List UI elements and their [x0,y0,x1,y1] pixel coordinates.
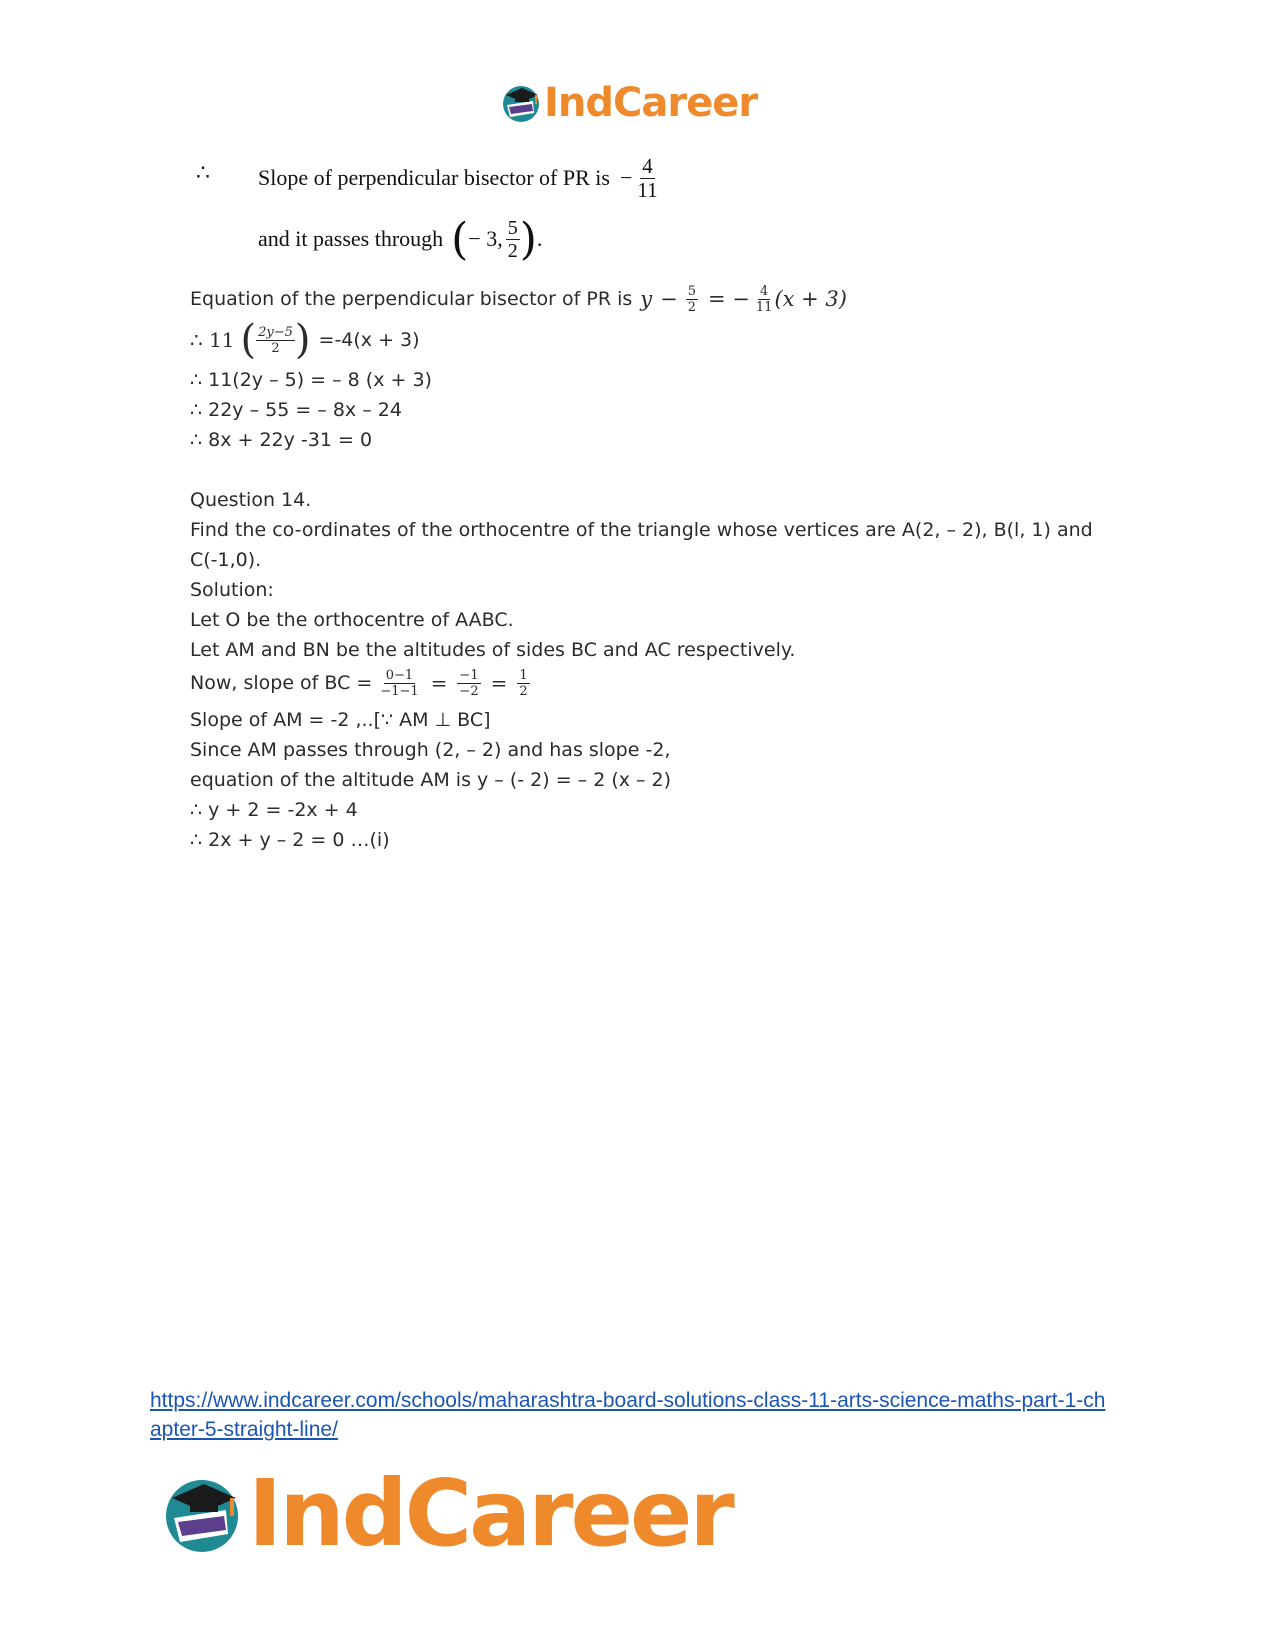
equation-fraction-1-den: 2 [687,299,697,315]
step-1 [190,318,420,362]
bc-fraction-2-num: −1 [459,667,479,683]
bc-fraction-3-den: 2 [519,683,528,699]
bc-fraction-1 [378,669,420,698]
step-1-fraction [256,326,295,355]
bc-fraction-3-num: 1 [519,667,528,683]
slope-bc-prefix: Now, slope of BC = [190,672,373,694]
bc-fraction-1-num: 0−1 [385,667,414,683]
graduation-cap-book-logo-icon [160,1472,244,1556]
after-line-4: ∴ y + 2 = -2x + 4 [190,799,358,821]
after-line-5: ∴ 2x + y – 2 = 0 …(i) [190,829,390,851]
equation-fraction-2 [754,285,775,314]
equation-y: y [640,287,653,311]
passes-statement [258,210,542,268]
point-x: − 3, [468,226,503,251]
bc-fraction-2 [457,669,480,698]
question-text-line-2: C(-1,0). [190,549,262,571]
equation-minus: − [660,287,678,311]
brand-name-large: IndCareer [248,1460,732,1567]
question-title: Question 14. [190,489,312,511]
step-1-denominator: 2 [271,340,280,356]
equation-equals: = − [708,287,750,311]
left-paren: ( [451,213,469,265]
right-paren: ) [519,213,537,265]
equation-fraction-1-num: 5 [687,283,697,299]
equation-fraction-2-num: 4 [760,283,769,299]
point-fraction [506,218,520,261]
slope-bc-line [190,664,530,702]
slope-fraction [635,153,659,202]
graduation-cap-book-logo-icon [500,83,542,123]
passes-text: and it passes through [258,226,444,251]
step-4: ∴ 8x + 22y -31 = 0 [190,429,373,451]
equation-tail: (x + 3) [774,287,847,311]
after-line-2: Since AM passes through (2, – 2) and has slope -2, [190,739,671,761]
point-denominator: 2 [507,239,518,262]
step-2: ∴ 11(2y – 5) = – 8 (x + 3) [190,369,432,391]
after-line-3: equation of the altitude AM is y – (- 2) = – 2 (x – 2) [190,769,672,791]
step-1-numerator: 2y−5 [258,324,293,340]
source-url-link[interactable]: https://www.indcareer.com/schools/maharashtra-board-solutions-class-11-arts-science-maths-part-1-chapter-5-straight-line/ [150,1389,1106,1441]
equation-fraction-2-den: 11 [755,299,773,315]
solution-line-1: Let O be the orthocentre of AABC. [190,609,514,631]
slope-text: Slope of perpendicular bisector of PR is [258,165,610,190]
solution-line-2: Let AM and BN be the altitudes of sides BC and AC respectively. [190,639,796,661]
slope-statement [258,150,660,206]
slope-sign: − [619,165,633,190]
step-1-prefix: ∴ 11 [190,328,235,352]
equation-text: Equation of the perpendicular bisector of PR is [190,288,633,310]
bc-equals-1: = [430,671,448,695]
step-1-right-paren: ) [294,317,311,363]
brand-name: IndCareer [544,80,758,126]
equation-fraction-1 [686,285,698,314]
point-end: . [536,226,543,251]
step-1-left-paren: ( [240,317,257,363]
bc-fraction-2-den: −2 [459,683,479,699]
solution-label: Solution: [190,579,274,601]
slope-denominator: 11 [637,177,658,202]
question-text-line-1: Find the co-ordinates of the orthocentre of the triangle whose vertices are A(2, – 2), B(l, 1) and [190,519,1093,541]
after-line-1: Slope of AM = -2 ,..[∵ AM ⊥ BC] [190,709,491,731]
header-logo [500,80,757,126]
bc-fraction-3 [517,669,529,698]
therefore-symbol: ∴ [196,160,210,185]
step-3: ∴ 22y – 55 = – 8x – 24 [190,399,402,421]
point-numerator: 5 [507,216,518,239]
equation-line [190,282,847,316]
bc-fraction-1-den: −1−1 [380,683,419,699]
step-1-rest: =-4(x + 3) [318,329,420,351]
bc-equals-2: = [490,671,508,695]
footer-logo [160,1460,732,1567]
slope-numerator: 4 [642,153,653,178]
